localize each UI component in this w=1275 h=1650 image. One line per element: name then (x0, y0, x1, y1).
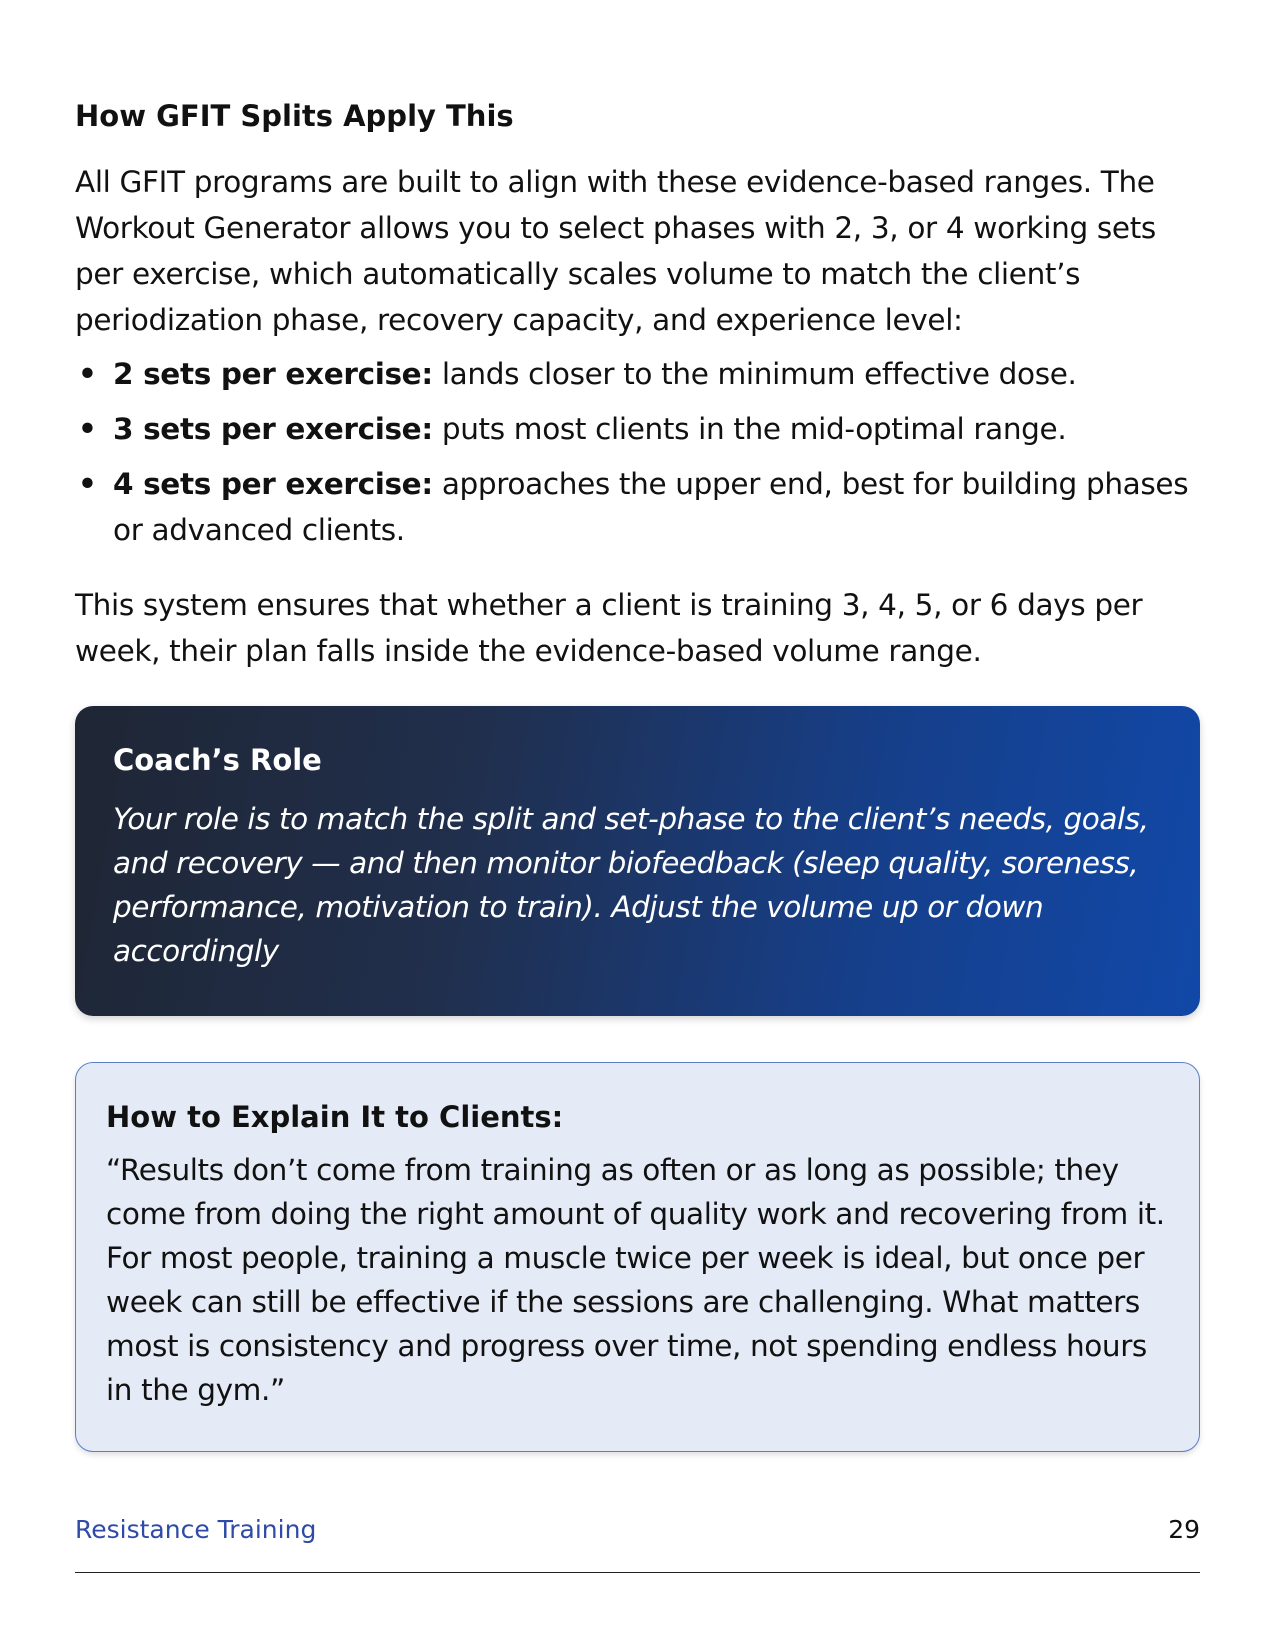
section-heading: How GFIT Splits Apply This (75, 99, 514, 133)
bullet-4-sets (75, 461, 1200, 553)
bullet-lead: 3 sets per exercise: (113, 412, 433, 446)
bullet-text: lands closer to the minimum effective dose. (432, 357, 1077, 391)
bullet-text: puts most clients in the mid-optimal range. (432, 412, 1067, 446)
footer-section-label: Resistance Training (75, 1515, 317, 1544)
page-number: 29 (1168, 1515, 1200, 1544)
bullet-marker: • (78, 357, 97, 391)
footer-divider (75, 1572, 1200, 1573)
document-page (75, 0, 1200, 1650)
explain-title: How to Explain It to Clients: (106, 1100, 564, 1134)
bullet-lead: 2 sets per exercise: (113, 357, 433, 391)
bullet-lead: 4 sets per exercise: (113, 467, 433, 501)
sets-bullet-list (75, 351, 1200, 562)
coach-role-body: Your role is to match the split and set-phase to the client’s needs, goals, and recovery — and then monitor biofeedback (sleep quality, soreness, performance, motivation to train). Adjust the volume up or down accordingly (113, 802, 1149, 968)
explain-to-clients-callout (75, 1062, 1200, 1452)
intro-paragraph: All GFIT programs are built to align with these evidence-based ranges. The Workout Generator allows you to select phases with 2, 3, or 4 working sets per exercise, which automatically scales volume to match the client’s periodization phase, recovery capacity, and experience level: (75, 165, 1156, 337)
bullet-3-sets (75, 406, 1200, 452)
coach-role-title: Coach’s Role (113, 743, 322, 777)
bullet-text: approaches the upper end, best for building phases or advanced clients. (113, 467, 1189, 547)
coach-role-callout (75, 706, 1200, 1016)
bullet-2-sets (75, 351, 1200, 397)
explain-quote: “Results don’t come from training as often or as long as possible; they come from doing the right amount of quality work and recovering from it. For most people, training a muscle twice per week is ideal, but once per week can still be effective if the sessions are challenging. What matters most is consistency and progress over time, not spending endless hours in the gym.” (106, 1153, 1165, 1407)
bullet-marker: • (78, 467, 97, 501)
closing-paragraph: This system ensures that whether a client is training 3, 4, 5, or 6 days per week, their plan falls inside the evidence-based volume range. (75, 588, 1143, 668)
bullet-marker: • (78, 412, 97, 446)
